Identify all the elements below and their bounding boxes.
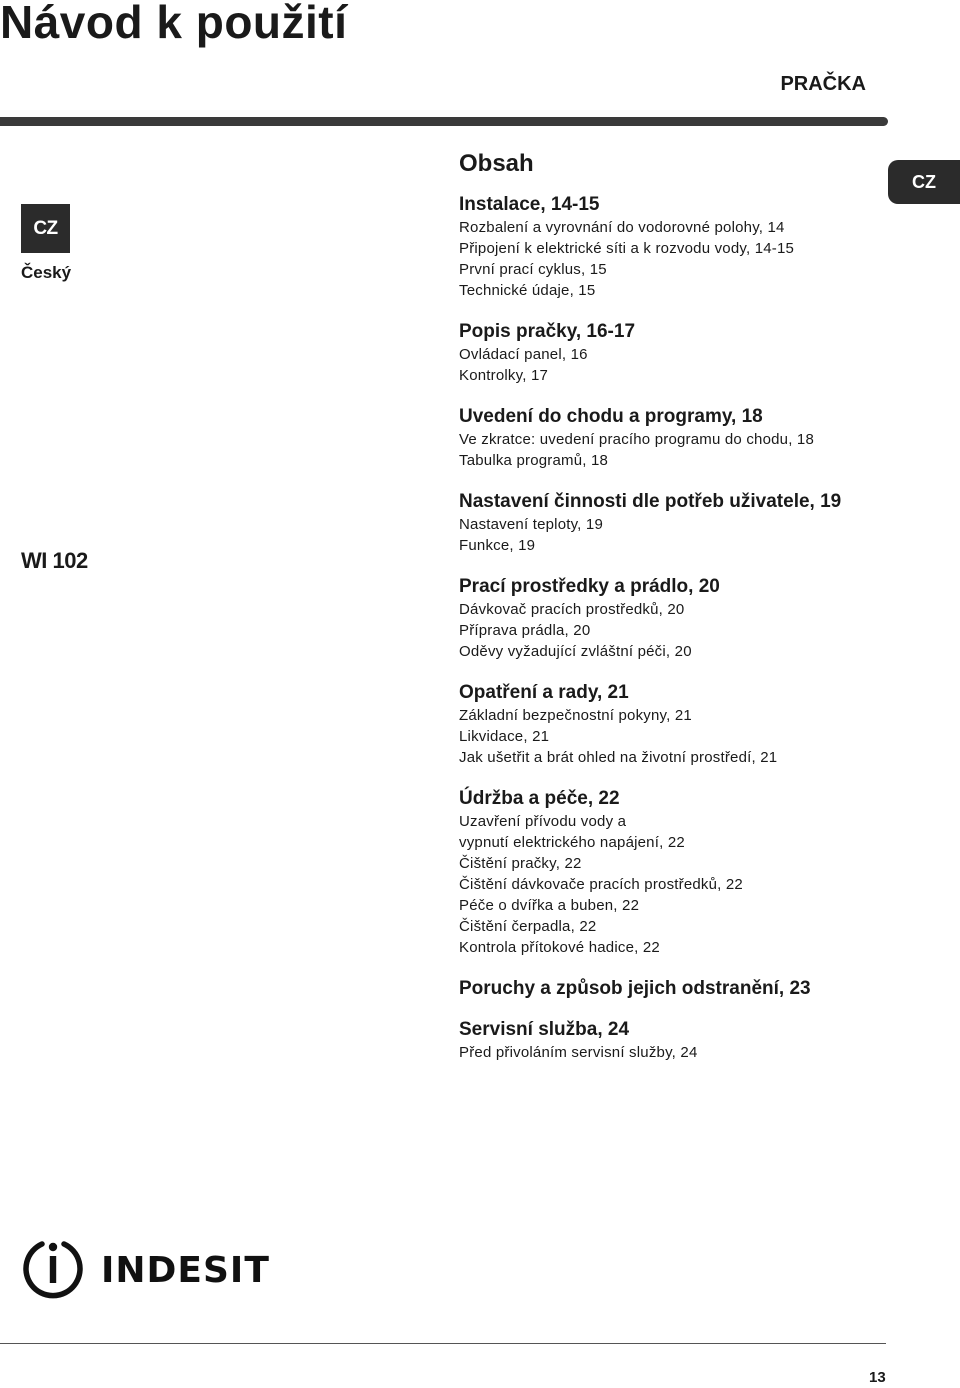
language-badge: CZ [21, 204, 70, 253]
toc-section-service [459, 1018, 884, 1063]
model-number: WI 102 [21, 548, 88, 573]
toc-item: Ve zkratce: uvedení pracího programu do chodu, 18 [459, 431, 815, 448]
toc-section-precautions [459, 681, 884, 768]
toc-item: Likvidace, 21 [459, 728, 550, 745]
toc-item: Příprava prádla, 20 [459, 622, 591, 639]
toc-item: Oděvy vyžadující zvláštní péči, 20 [459, 643, 692, 660]
indesit-power-logo-icon [26, 1243, 80, 1296]
toc-section-description [459, 320, 884, 386]
toc-item: vypnutí elektrického napájení, 22 [459, 834, 685, 851]
toc-section-title: Opatření a rady, 21 [459, 682, 629, 703]
toc-item: Připojení k elektrické síti a k rozvodu vody, 14-15 [459, 240, 795, 257]
toc-item: Základní bezpečnostní pokyny, 21 [459, 707, 692, 724]
document-title: Návod k použití [0, 0, 348, 48]
language-name: Český [21, 263, 72, 282]
header-divider [0, 117, 888, 126]
toc-item: Rozbalení a vyrovnání do vodorovné polohy, 14 [459, 219, 785, 236]
brand-wordmark: INDESIT [101, 1250, 270, 1291]
toc-item: Před přivoláním servisní služby, 24 [459, 1044, 698, 1061]
toc-item: Nastavení teploty, 19 [459, 516, 604, 533]
toc-section-title: Servisní služba, 24 [459, 1019, 630, 1040]
language-tab: CZ [888, 160, 960, 204]
toc-item: Jak ušetřit a brát ohled na životní prostředí, 21 [459, 749, 778, 766]
toc-item: Péče o dvířka a buben, 22 [459, 897, 640, 914]
table-of-contents [459, 148, 884, 1082]
toc-item: Kontrola přítokové hadice, 22 [459, 939, 660, 956]
toc-section-title: Poruchy a způsob jejich odstranění, 23 [459, 978, 811, 999]
toc-section-personalisation [459, 490, 884, 556]
toc-heading: Obsah [459, 150, 534, 177]
toc-section-start-programs [459, 405, 884, 471]
toc-item: Čištění dávkovače pracích prostředků, 22 [459, 876, 743, 893]
toc-section-title: Uvedení do chodu a programy, 18 [459, 406, 763, 427]
toc-section-title: Popis pračky, 16-17 [459, 321, 636, 342]
toc-item: Ovládací panel, 16 [459, 346, 588, 363]
toc-item: Čištění čerpadla, 22 [459, 918, 597, 935]
toc-section-title: Prací prostředky a prádlo, 20 [459, 576, 720, 597]
toc-section-troubleshooting [459, 977, 884, 1001]
toc-item: Technické údaje, 15 [459, 282, 596, 299]
toc-section-installation [459, 193, 884, 301]
toc-section-title: Údržba a péče, 22 [459, 788, 620, 809]
toc-item: Uzavření přívodu vody a [459, 813, 627, 830]
toc-item: První prací cyklus, 15 [459, 261, 607, 278]
toc-item: Tabulka programů, 18 [459, 452, 609, 469]
toc-section-title: Instalace, 14-15 [459, 194, 600, 215]
toc-section-maintenance [459, 787, 884, 958]
toc-item: Čištění pračky, 22 [459, 855, 582, 872]
toc-section-detergents [459, 575, 884, 662]
footer-divider [0, 1343, 886, 1344]
toc-item: Kontrolky, 17 [459, 367, 549, 384]
product-label: PRAČKA [780, 73, 866, 95]
page-number: 13 [869, 1369, 886, 1386]
toc-item: Dávkovač pracích prostředků, 20 [459, 601, 685, 618]
indesit-logo [21, 1232, 271, 1300]
toc-item: Funkce, 19 [459, 537, 536, 554]
toc-section-title: Nastavení činnosti dle potřeb uživatele, 19 [459, 491, 842, 512]
